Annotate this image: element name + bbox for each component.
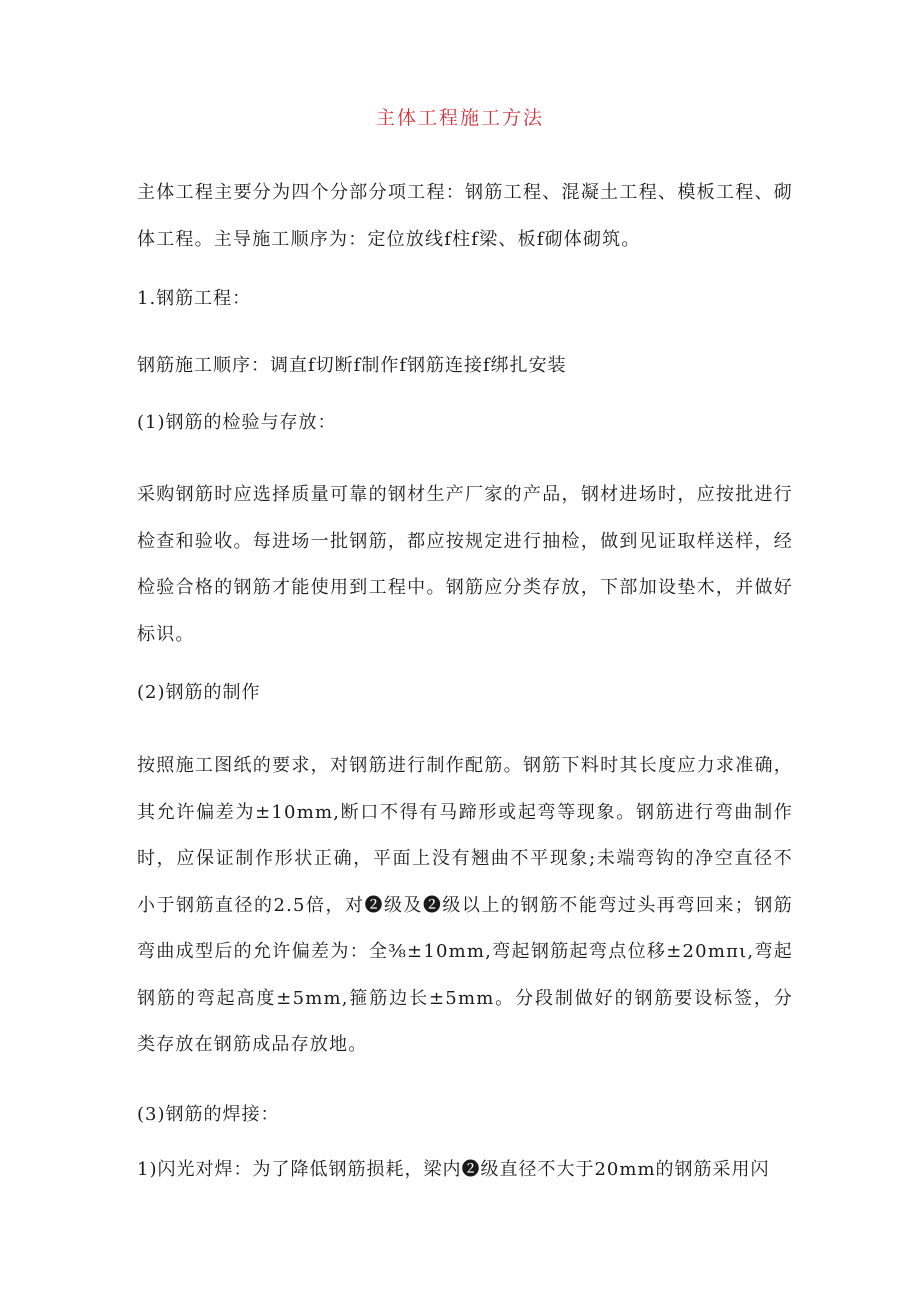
subsection-heading-inspection: (1)钢筋的检验与存放： (137, 412, 337, 433)
intro-paragraph: 主体工程主要分为四个分部分项工程：钢筋工程、混凝土工程、模板工程、砌体工程。主导施工顺序为：定位放线f柱f梁、板f砌体砌筑。 (137, 182, 793, 250)
document-title: 主体工程施工方法 (375, 107, 544, 129)
subsection-heading-fabrication: (2)钢筋的制作 (137, 682, 261, 703)
subsection-heading-welding: (3)钢筋的焊接： (137, 1104, 280, 1125)
welding-item-flash-butt: 1)闪光对焊：为了降低钢筋损耗，梁内❷级直径不大于20mm的钢筋采用闪 (137, 1159, 770, 1180)
inspection-paragraph: 采购钢筋时应选择质量可靠的钢材生产厂家的产品，钢材进场时，应按批进行检查和验收。每进场一批钢筋，都应按规定进行抽检，做到见证取样送样，经检验合格的钢筋才能使用到工程中。钢筋应分类存放，下部加设垫木，并做好标识。 (137, 484, 793, 645)
fabrication-paragraph: 按照施工图纸的要求，对钢筋进行制作配筋。钢筋下料时其长度应力求准确，其允许偏差为±10mm,断口不得有马蹄形或起弯等现象。钢筋进行弯曲制作时，应保证制作形状正确，平面上没有翘曲不平现象;未端弯钩的净空直径不小于钢筋直径的2.5倍，对❷级及❷级以上的钢筋不能弯过头再弯回来；钢筋弯曲成型后的允许偏差为：全⅜±10mm,弯起钢筋起弯点位移±20mπι,弯起钢筋的弯起高度±5mm,箍筋边长±5mm。分段制做好的钢筋要设标签，分类存放在钢筋成品存放地。 (137, 755, 793, 1055)
rebar-construction-order: 钢筋施工顺序：调直f切断f制作f钢筋连接f绑扎安装 (137, 355, 567, 376)
section-heading-rebar: 1.钢筋工程： (137, 288, 252, 309)
